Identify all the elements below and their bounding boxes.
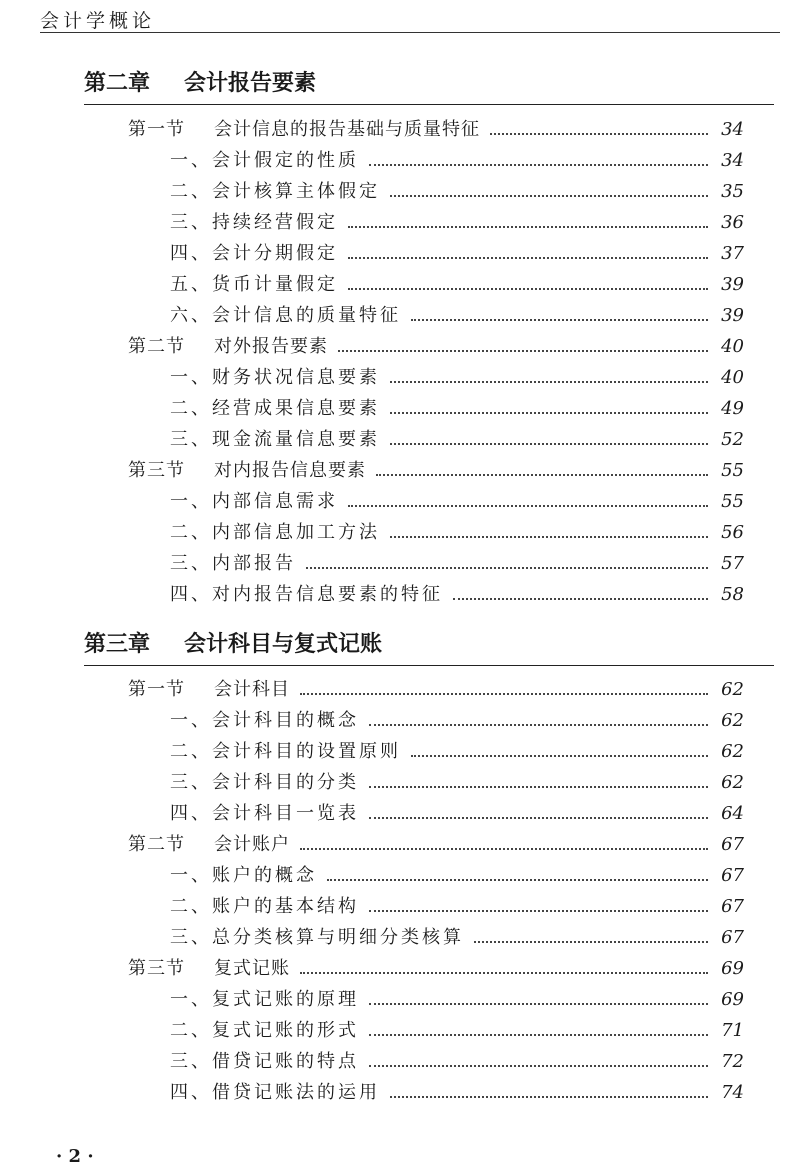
page-number: 71	[721, 1020, 744, 1041]
leader-dots	[369, 1064, 708, 1067]
toc-item[interactable]	[170, 1014, 744, 1042]
toc-item[interactable]	[170, 578, 744, 606]
item-title: 四、会计分期假定	[170, 243, 338, 264]
leader-dots	[369, 1033, 708, 1036]
item-title: 三、内部报告	[170, 553, 296, 574]
leader-dots	[369, 816, 708, 819]
item-title: 一、会计科目的概念	[170, 710, 359, 731]
chapter-number: 第三章	[84, 632, 151, 657]
item-title: 二、经营成果信息要素	[170, 398, 380, 419]
leader-dots	[348, 287, 708, 290]
page-number: 39	[721, 274, 744, 295]
page-number: 67	[721, 927, 744, 948]
leader-dots	[490, 132, 708, 135]
header-rule	[40, 32, 780, 33]
section-title: 会计信息的报告基础与质量特征	[214, 119, 480, 140]
leader-dots	[390, 194, 708, 197]
leader-dots	[338, 349, 708, 352]
leader-dots	[306, 566, 708, 569]
item-title: 三、持续经营假定	[170, 212, 338, 233]
toc-item[interactable]	[170, 547, 744, 575]
page-number: 55	[721, 491, 744, 512]
leader-dots	[474, 940, 708, 943]
toc-item[interactable]	[170, 144, 744, 172]
section-title: 对内报告信息要素	[214, 460, 366, 481]
page-number: 36	[721, 212, 744, 233]
leader-dots	[390, 411, 708, 414]
section-number: 第三节	[128, 460, 185, 481]
item-title: 三、现金流量信息要素	[170, 429, 380, 450]
toc-item[interactable]	[170, 735, 744, 763]
item-title: 四、会计科目一览表	[170, 803, 359, 824]
page-number: 67	[721, 834, 744, 855]
toc-section[interactable]	[128, 113, 744, 141]
toc-item[interactable]	[170, 237, 744, 265]
item-title: 二、内部信息加工方法	[170, 522, 380, 543]
chapter-heading[interactable]	[84, 627, 774, 666]
toc-item[interactable]	[170, 206, 744, 234]
toc-item[interactable]	[170, 1045, 744, 1073]
toc-item[interactable]	[170, 516, 744, 544]
item-title: 二、账户的基本结构	[170, 896, 359, 917]
toc-section[interactable]	[128, 330, 744, 358]
item-title: 三、总分类核算与明细分类核算	[170, 927, 464, 948]
page-number: 74	[721, 1082, 744, 1103]
toc-item[interactable]	[170, 859, 744, 887]
leader-dots	[453, 597, 708, 600]
item-title: 二、复式记账的形式	[170, 1020, 359, 1041]
toc-section[interactable]	[128, 828, 744, 856]
item-title: 一、账户的概念	[170, 865, 317, 886]
section-title: 会计科目	[214, 679, 290, 700]
leader-dots	[327, 878, 708, 881]
page-number: 37	[721, 243, 744, 264]
toc-item[interactable]	[170, 299, 744, 327]
toc-item[interactable]	[170, 704, 744, 732]
item-title: 三、借贷记账的特点	[170, 1051, 359, 1072]
chapter-title: 会计科目与复式记账	[184, 632, 383, 657]
leader-dots	[390, 442, 708, 445]
chapter-number: 第二章	[84, 71, 151, 96]
page-number: 67	[721, 865, 744, 886]
page-number: 55	[721, 460, 744, 481]
page-folio: · 2 ·	[56, 1146, 94, 1167]
item-title: 一、复式记账的原理	[170, 989, 359, 1010]
leader-dots	[369, 909, 708, 912]
section-number: 第一节	[128, 119, 185, 140]
page-number: 52	[721, 429, 744, 450]
page-number: 62	[721, 741, 744, 762]
page-number: 40	[721, 336, 744, 357]
toc-section[interactable]	[128, 952, 744, 980]
running-head: 会计学概论	[40, 10, 156, 32]
toc-item[interactable]	[170, 1076, 744, 1104]
item-title: 一、财务状况信息要素	[170, 367, 380, 388]
page-number: 72	[721, 1051, 744, 1072]
toc-item[interactable]	[170, 890, 744, 918]
toc-item[interactable]	[170, 766, 744, 794]
item-title: 二、会计核算主体假定	[170, 181, 380, 202]
section-number: 第二节	[128, 336, 185, 357]
page-number: 62	[721, 772, 744, 793]
page-number: 34	[721, 119, 744, 140]
leader-dots	[348, 225, 708, 228]
toc-item[interactable]	[170, 423, 744, 451]
section-title: 对外报告要素	[214, 336, 328, 357]
page-number: 67	[721, 896, 744, 917]
section-title: 复式记账	[214, 958, 290, 979]
leader-dots	[376, 473, 708, 476]
toc-item[interactable]	[170, 268, 744, 296]
leader-dots	[369, 1002, 708, 1005]
leader-dots	[411, 754, 708, 757]
page-number: 35	[721, 181, 744, 202]
page-number: 34	[721, 150, 744, 171]
section-number: 第一节	[128, 679, 185, 700]
leader-dots	[348, 256, 708, 259]
section-number: 第三节	[128, 958, 185, 979]
leader-dots	[369, 785, 708, 788]
chapter-heading[interactable]	[84, 66, 774, 105]
item-title: 六、会计信息的质量特征	[170, 305, 401, 326]
section-title: 会计账户	[214, 834, 290, 855]
page-number: 57	[721, 553, 744, 574]
page-number: 62	[721, 679, 744, 700]
item-title: 五、货币计量假定	[170, 274, 338, 295]
leader-dots	[300, 692, 708, 695]
chapter-title: 会计报告要素	[184, 71, 317, 96]
leader-dots	[390, 1095, 708, 1098]
page-number: 49	[721, 398, 744, 419]
leader-dots	[390, 535, 708, 538]
page-number: 64	[721, 803, 744, 824]
leader-dots	[348, 504, 708, 507]
toc-section[interactable]	[128, 454, 744, 482]
leader-dots	[411, 318, 708, 321]
toc-item[interactable]	[170, 175, 744, 203]
leader-dots	[300, 971, 708, 974]
page-number: 69	[721, 958, 744, 979]
toc-item[interactable]	[170, 921, 744, 949]
leader-dots	[369, 163, 708, 166]
toc-item[interactable]	[170, 983, 744, 1011]
toc-item[interactable]	[170, 797, 744, 825]
item-title: 一、会计假定的性质	[170, 150, 359, 171]
toc-item[interactable]	[170, 361, 744, 389]
leader-dots	[300, 847, 708, 850]
page-number: 40	[721, 367, 744, 388]
toc-item[interactable]	[170, 485, 744, 513]
page-number: 39	[721, 305, 744, 326]
page-number: 69	[721, 989, 744, 1010]
section-number: 第二节	[128, 834, 185, 855]
toc-section[interactable]	[128, 673, 744, 701]
leader-dots	[369, 723, 708, 726]
toc-item[interactable]	[170, 392, 744, 420]
page-number: 58	[721, 584, 744, 605]
item-title: 二、会计科目的设置原则	[170, 741, 401, 762]
leader-dots	[390, 380, 708, 383]
page-number: 62	[721, 710, 744, 731]
item-title: 三、会计科目的分类	[170, 772, 359, 793]
item-title: 四、对内报告信息要素的特征	[170, 584, 443, 605]
item-title: 四、借贷记账法的运用	[170, 1082, 380, 1103]
item-title: 一、内部信息需求	[170, 491, 338, 512]
page-number: 56	[721, 522, 744, 543]
